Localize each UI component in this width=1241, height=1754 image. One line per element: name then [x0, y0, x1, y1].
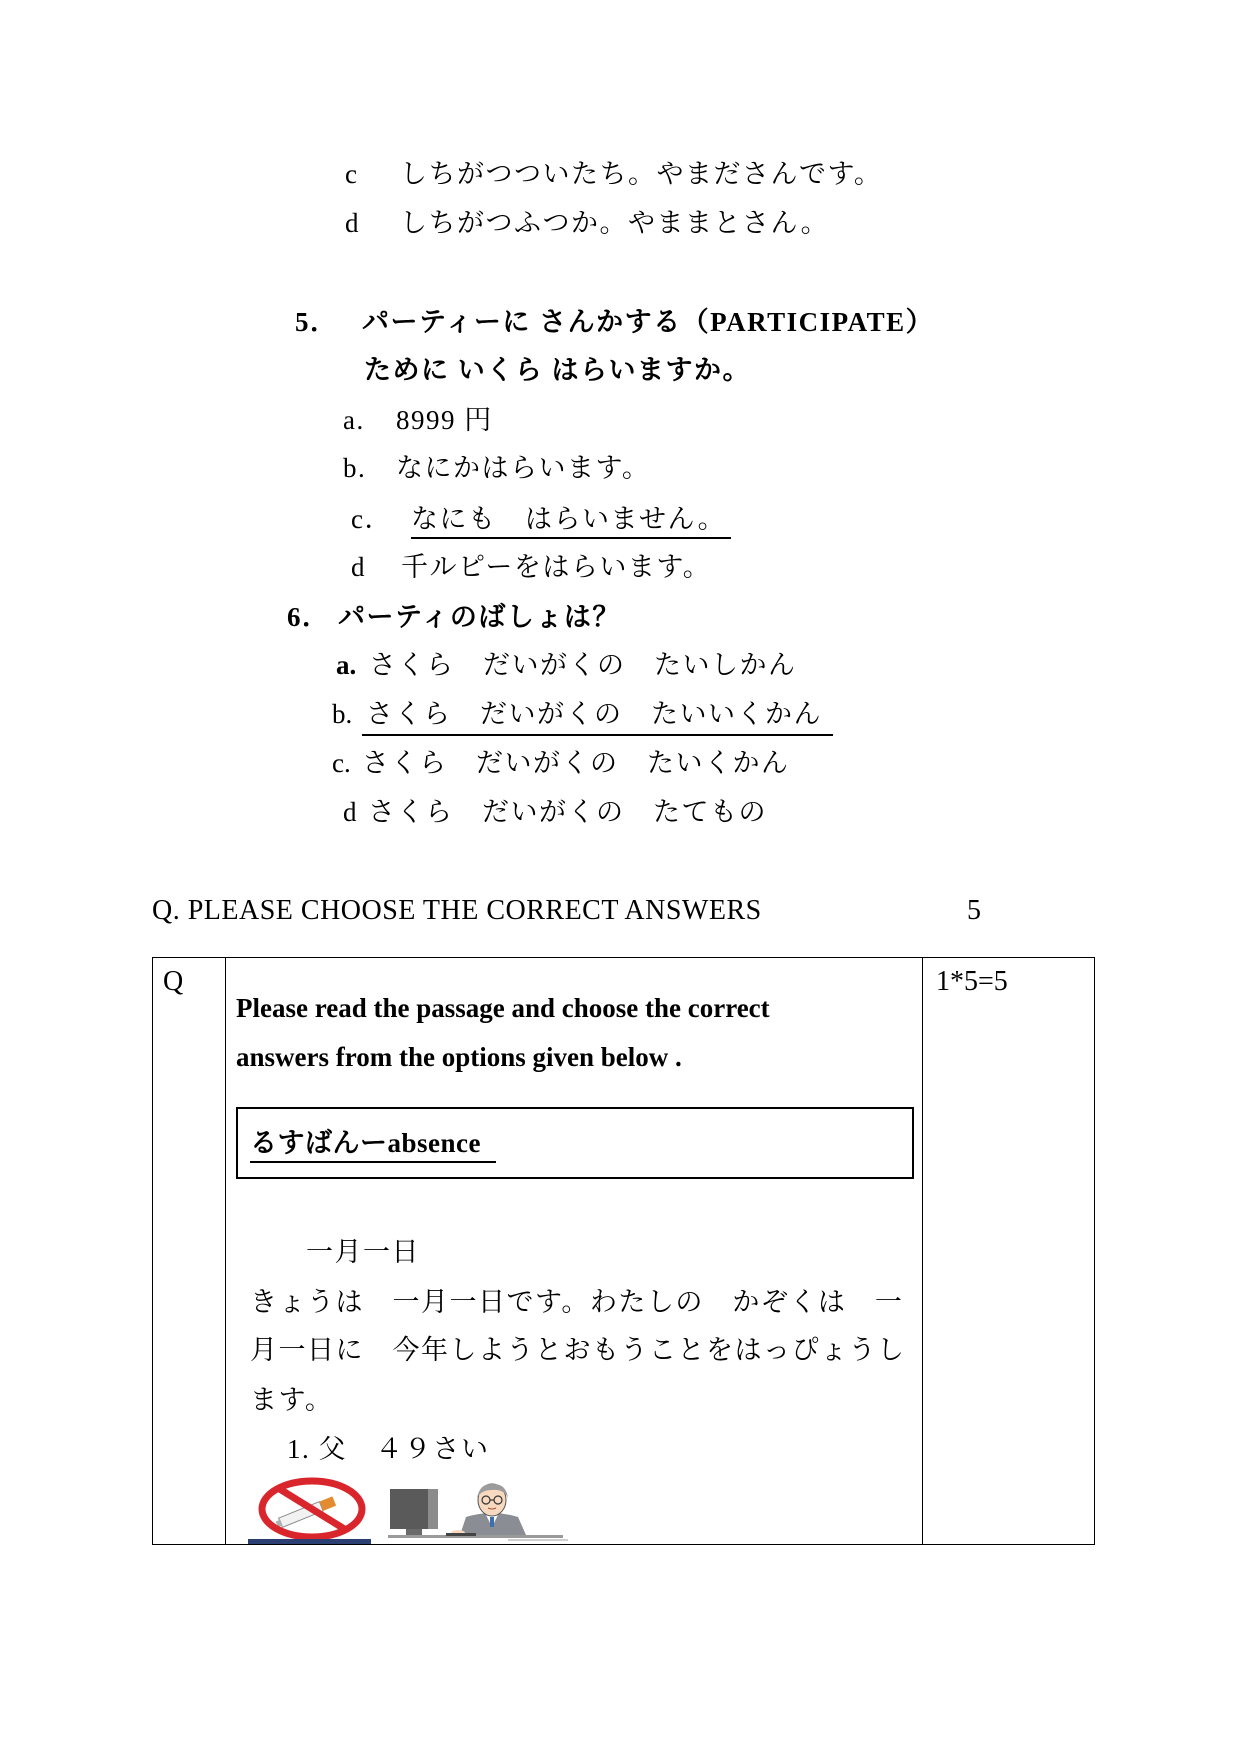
- passage-title: 一月一日: [306, 1237, 420, 1267]
- q5-option-a-text: 8999 円: [396, 405, 493, 435]
- q6-answer-underline: [362, 734, 833, 736]
- illustration-caption-mark: [508, 1539, 568, 1541]
- passage-line-2: 月一日に 今年しようとおもうことをはっぴょうし: [250, 1335, 906, 1365]
- instruction-line-2: answers from the options given below .: [236, 1042, 682, 1072]
- table-marks: 1*5=5: [936, 966, 1008, 997]
- instruction-line-1: Please read the passage and choose the correct: [236, 993, 770, 1023]
- table-column-divider-1: [225, 957, 226, 1545]
- passage-line-1: きょうは 一月一日です。わたしの かぞくは 一: [250, 1287, 904, 1317]
- passage-line-3: ます。: [250, 1385, 334, 1415]
- question-5-number: 5．: [295, 307, 339, 337]
- q5-option-a-label: a.: [343, 405, 365, 435]
- table-q-label: Q: [163, 966, 184, 997]
- q5-option-b-label: b.: [343, 453, 367, 483]
- q6-option-d-text: さくら だいがくの たてもの: [368, 797, 767, 827]
- monitor-icon: [390, 1489, 438, 1535]
- question-5-line2: ために いくら はらいますか。: [364, 355, 751, 385]
- no-smoking-icon: [248, 1476, 371, 1544]
- q5-option-d-label: d: [351, 552, 366, 582]
- q6-option-c-text: さくら だいがくの たいくかん: [362, 748, 790, 778]
- q5-option-b-text: なにかはらいます。: [396, 453, 651, 483]
- q5-answer-underline: [411, 537, 731, 539]
- no-smoking-caption-bar: [248, 1539, 371, 1544]
- computer-worker-icon: [388, 1483, 580, 1544]
- q6-option-d-label: d: [343, 797, 358, 827]
- section-heading: Q. PLEASE CHOOSE THE CORRECT ANSWERS: [152, 895, 762, 926]
- prev-option-d-text: しちがつふつか。やままとさん。: [400, 208, 830, 238]
- prev-option-c-text: しちがつついたち。やまださんです。: [400, 159, 883, 189]
- q5-option-c-text: なにも はらいません。: [411, 504, 727, 534]
- q6-option-b-text: さくら だいがくの たいいくかん: [366, 699, 822, 729]
- question-5-line1: パーティーに さんかする（PARTICIPATE）: [362, 307, 935, 337]
- prev-option-c-label: c: [345, 159, 359, 189]
- question-6-number: 6．: [287, 602, 331, 632]
- q6-option-c-label: c.: [332, 748, 351, 778]
- prev-option-d-label: d: [345, 208, 360, 238]
- table-column-divider-2: [922, 957, 923, 1545]
- vocabulary-underline: [250, 1161, 496, 1163]
- vocabulary-term: るすばんーabsence: [250, 1128, 481, 1158]
- q5-option-d-text: 千ルピーをはらいます。: [401, 552, 712, 582]
- q6-option-a-text: さくら だいがくの たいしかん: [369, 650, 797, 680]
- q6-option-a-label: a.: [336, 650, 357, 680]
- passage-item-1: 1. 父 ４９さい: [287, 1434, 490, 1464]
- question-6-text: パーティのばしょは？: [338, 602, 621, 632]
- q6-option-b-label: b.: [332, 699, 353, 729]
- section-marks: 5: [967, 895, 981, 926]
- q5-option-c-label: c．: [351, 504, 393, 534]
